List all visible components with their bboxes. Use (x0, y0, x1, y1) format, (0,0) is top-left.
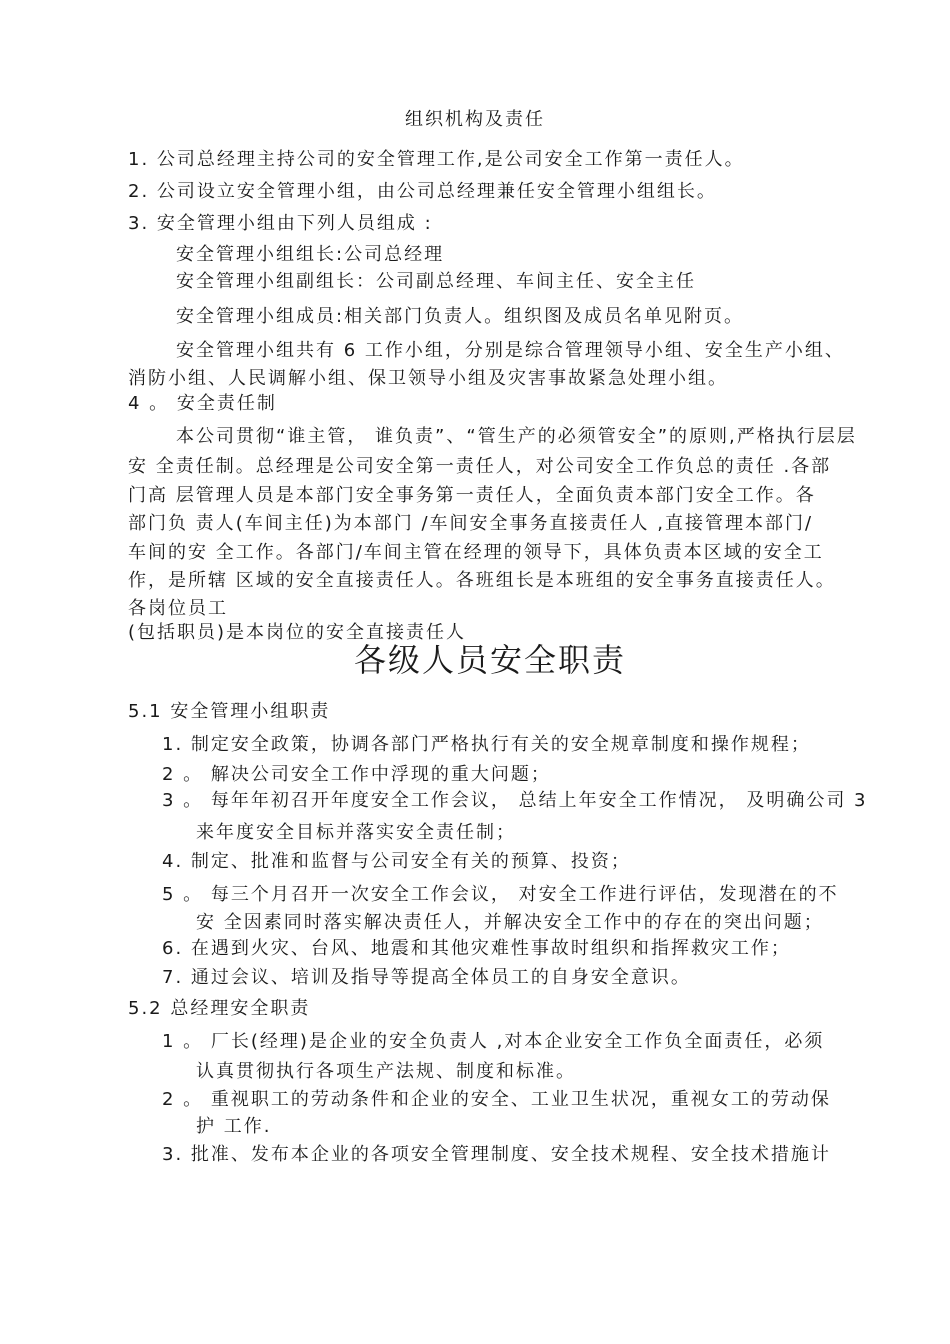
org-members: 安全管理小组成员:相关部门负责人。组织图及成员名单见附页。 (176, 306, 745, 327)
org-item-3: 3. 安全管理小组由下列人员组成 : (128, 213, 433, 234)
resp-paragraph-line: 部门负 责人(车间主任)为本部门 /车间安全事务直接责任人 ,直接管理本部门/ (128, 513, 814, 534)
org-groups-line-1: 安全管理小组共有 6 工作小组，分别是综合管理领导小组、安全生产小组、 (176, 340, 845, 361)
resp-paragraph-line: 安 全责任制。总经理是公司安全第一责任人，对公司安全工作负总的责任 .各部 (128, 456, 832, 477)
s51-item-2: 2 。 解决公司安全工作中浮现的重大问题； (162, 764, 551, 785)
org-item-4: 4 。 安全责任制 (128, 393, 277, 414)
s52-item-1-cont: 认真贯彻执行各项生产法规、制度和标准。 (196, 1061, 576, 1082)
section-5-2-heading: 5.2 总经理安全职责 (128, 998, 311, 1019)
org-groups-line-2: 消防小组、人民调解小组、保卫领导小组及灾害事故紧急处理小组。 (128, 368, 728, 389)
s52-item-1: 1 。 厂长(经理)是企业的安全负责人 ,对本企业安全工作负全面责任，必须 (162, 1031, 825, 1052)
s51-item-4: 4. 制定、批准和监督与公司安全有关的预算、投资； (162, 851, 631, 872)
org-item-2: 2. 公司设立安全管理小组，由公司总经理兼任安全管理小组组长。 (128, 181, 717, 202)
s51-item-6: 6. 在遇到火灾、台风、地震和其他灾难性事故时组织和指挥救灾工作； (162, 938, 791, 959)
section-5-1-heading: 5.1 安全管理小组职责 (128, 701, 331, 722)
s51-item-7: 7. 通过会议、培训及指导等提高全体员工的自身安全意识。 (162, 967, 691, 988)
s52-item-2: 2 。 重视职工的劳动条件和企业的安全、工业卫生状况，重视女工的劳动保 (162, 1089, 831, 1110)
s52-item-3: 3. 批准、发布本企业的各项安全管理制度、安全技术规程、安全技术措施计 (162, 1144, 831, 1165)
s52-item-2-cont: 护 工作. (196, 1116, 272, 1137)
resp-paragraph-line: 作，是所辖 区域的安全直接责任人。各班组长是本班组的安全事务直接责任人。 (128, 570, 836, 591)
section-title: 各级人员安全职责 (353, 641, 626, 679)
s51-item-1: 1. 制定安全政策，协调各部门严格执行有关的安全规章制度和操作规程； (162, 734, 811, 755)
resp-paragraph-line: (包括职员)是本岗位的安全直接责任人 (128, 622, 467, 643)
s51-item-3: 3 。 每年年初召开年度安全工作会议， 总结上年安全工作情况， 及明确公司 3 (162, 790, 868, 811)
page-title: 组织机构及责任 (405, 109, 545, 130)
org-leader: 安全管理小组组长:公司总经理 (176, 244, 445, 265)
resp-paragraph-line: 门高 层管理人员是本部门安全事务第一责任人，全面负责本部门安全工作。各 (128, 485, 816, 506)
resp-paragraph-line: 各岗位员工 (128, 598, 228, 619)
resp-paragraph-line: 车间的安 全工作。各部门/车间主管在经理的领导下，具体负责本区域的安全工 (128, 542, 824, 563)
s51-item-5-cont: 安 全因素同时落实解决责任人，并解决安全工作中的存在的突出问题； (196, 912, 824, 933)
resp-paragraph-line: 本公司贯彻“谁主管， 谁负责”、“管生产的必须管安全”的原则,严格执行层层 (176, 426, 857, 447)
s51-item-3-cont: 来年度安全目标并落实安全责任制； (196, 822, 516, 843)
s51-item-5: 5 。 每三个月召开一次安全工作会议， 对安全工作进行评估，发现潜在的不 (162, 884, 839, 905)
org-deputy: 安全管理小组副组长：公司副总经理、车间主任、安全主任 (176, 271, 696, 292)
org-item-1: 1. 公司总经理主持公司的安全管理工作,是公司安全工作第一责任人。 (128, 149, 745, 170)
